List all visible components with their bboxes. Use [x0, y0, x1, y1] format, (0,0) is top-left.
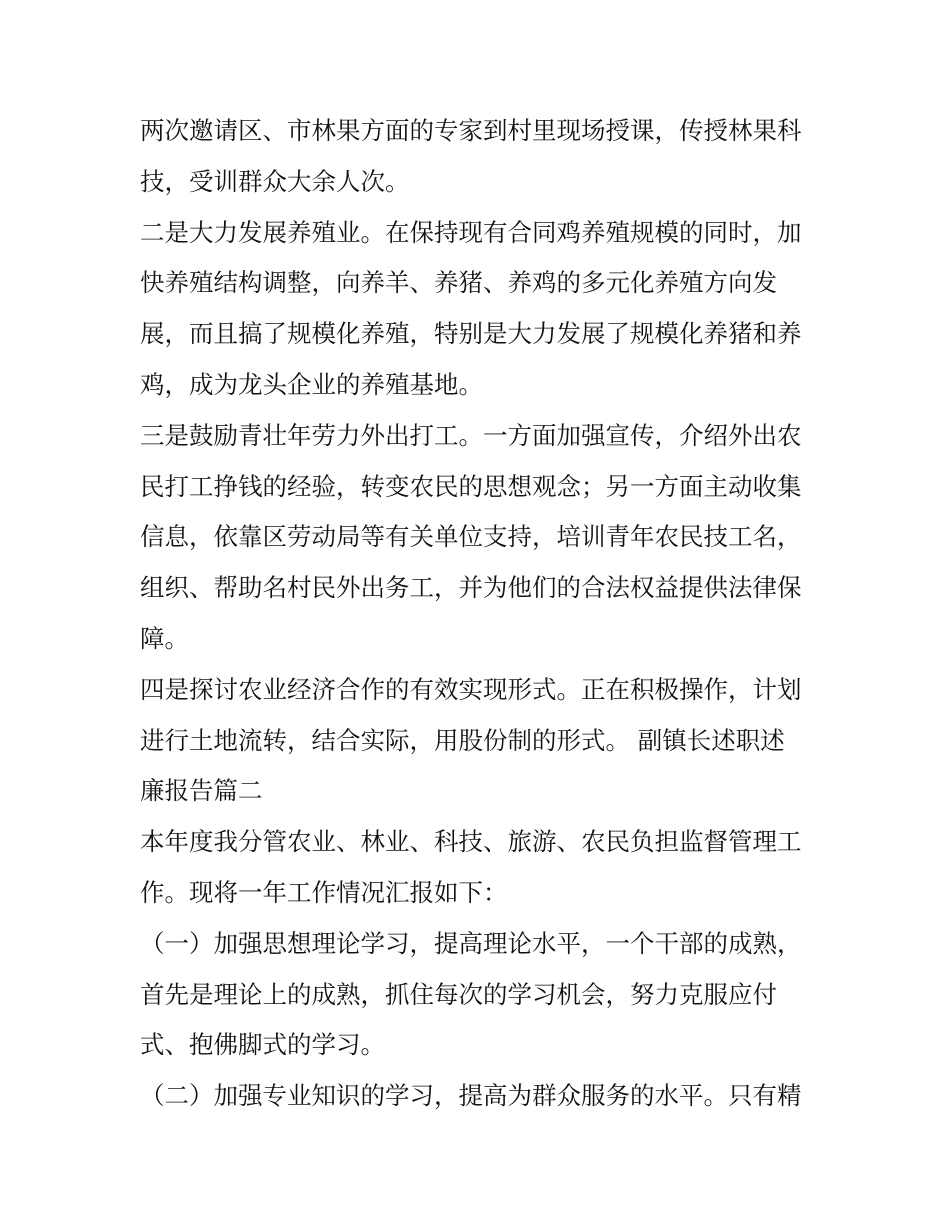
text-line: 鸡，成为龙头企业的养殖基地。 — [140, 369, 483, 399]
text-line: （二）加强专业知识的学习，提高为群众服务的水平。只有精 — [140, 1081, 802, 1111]
text-line: 两次邀请区、市林果方面的专家到村里现场授课，传授林果科 — [140, 116, 802, 145]
text-line: 信息，依靠区劳动局等有关单位支持，培训青年农民技工名， — [140, 522, 802, 552]
text-line: 民打工挣钱的经验，转变农民的思想观念；另一方面主动收集 — [140, 471, 802, 501]
text-line: 快养殖结构调整，向养羊、养猪、养鸡的多元化养殖方向发 — [140, 268, 777, 298]
text-line: 廉报告篇二 — [140, 776, 263, 806]
text-line: 本年度我分管农业、林业、科技、旅游、农民负担监督管理工 — [140, 827, 802, 857]
text-line: 首先是理论上的成熟，抓住每次的学习机会，努力克服应付 — [140, 979, 777, 1009]
text-line: 进行土地流转，结合实际，用股份制的形式。 副镇长述职述 — [140, 725, 785, 755]
text-line: 组织、帮助名村民外出务工，并为他们的合法权益提供法律保 — [140, 573, 802, 603]
text-line: 技，受训群众大余人次。 — [140, 166, 410, 196]
text-line: 展，而且搞了规模化养殖，特别是大力发展了规模化养猪和养 — [140, 319, 802, 349]
text-line: 二是大力发展养殖业。在保持现有合同鸡养殖规模的同时，加 — [140, 217, 802, 247]
text-line: 四是探讨农业经济合作的有效实现形式。正在积极操作，计划 — [140, 674, 802, 704]
text-line: 三是鼓励青壮年劳力外出打工。一方面加强宣传，介绍外出农 — [140, 420, 802, 450]
document-body — [140, 106, 820, 1122]
text-line: 作。现将一年工作情况汇报如下： — [140, 877, 508, 907]
text-line: 式、抱佛脚式的学习。 — [140, 1030, 385, 1060]
text-line: 障。 — [140, 623, 189, 653]
text-line: （一）加强思想理论学习，提高理论水平，一个干部的成熟， — [140, 928, 802, 958]
